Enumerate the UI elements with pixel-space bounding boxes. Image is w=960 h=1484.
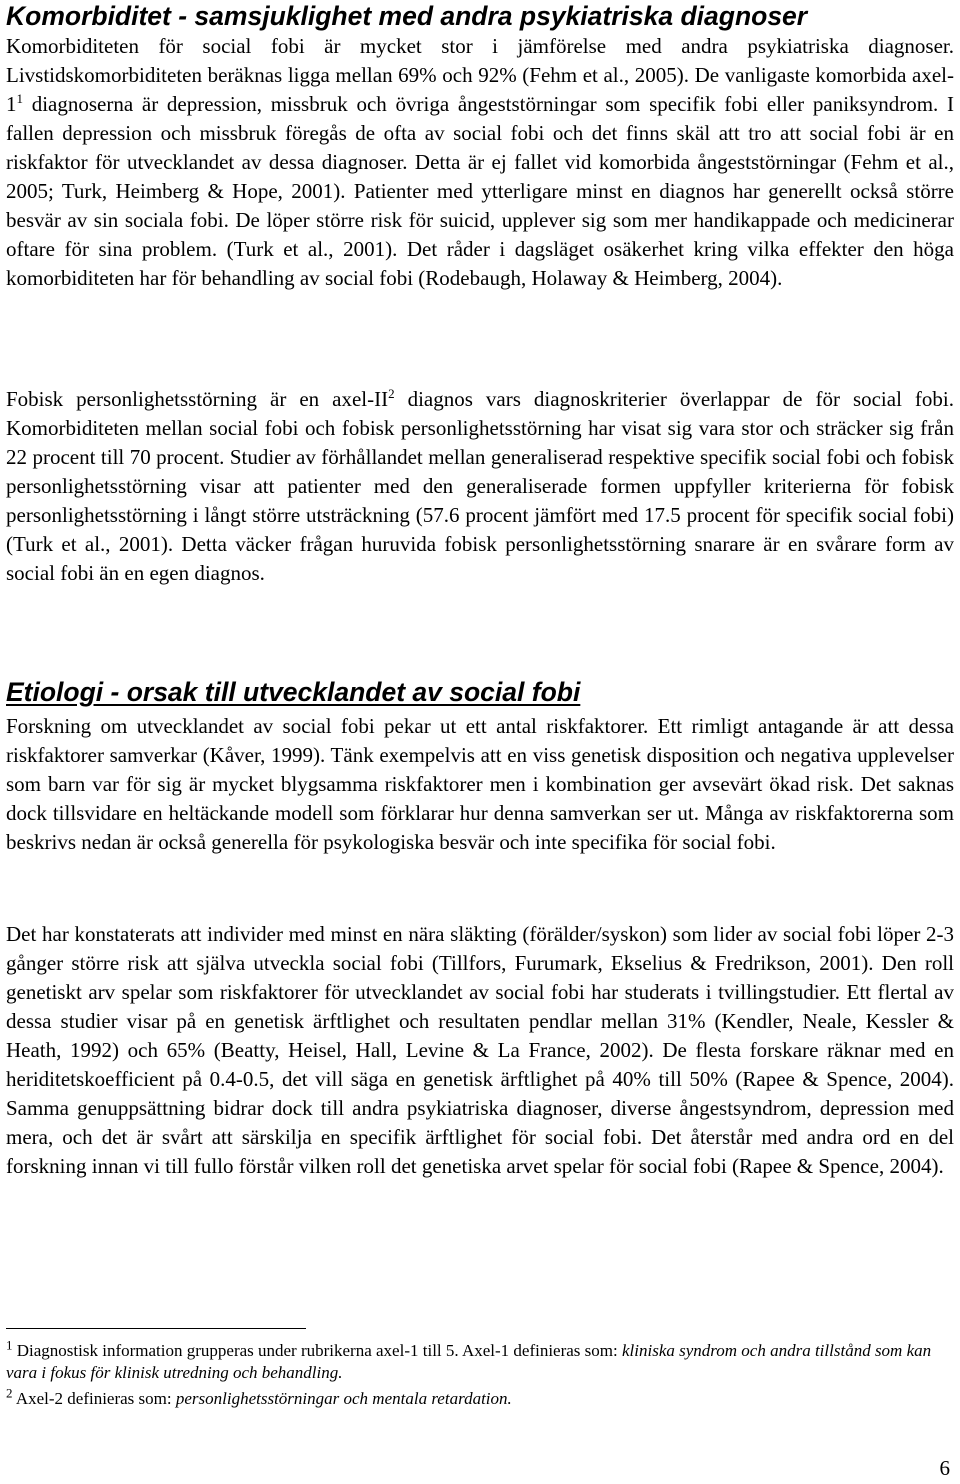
footnote-ref-1: 1 <box>16 91 23 106</box>
paragraph-komorbiditet-1 <box>6 32 954 293</box>
footnote-text: Diagnostisk information grupperas under rubrikerna axel-1 till 5. Axel-1 definieras som: <box>16 1341 622 1360</box>
footnote-separator <box>6 1328 306 1329</box>
footnote-italic-text: personlighetsstörningar och mentala retardation. <box>175 1389 512 1408</box>
footnote-1 <box>6 1337 954 1384</box>
footnote-number: 1 <box>6 1337 13 1353</box>
footnote-2 <box>6 1385 954 1410</box>
paragraph-etiologi-1: Forskning om utvecklandet av social fobi pekar ut ett antal riskfaktorer. Ett rimligt antagande är att dessa riskfaktorer samverkar (Kåver, 1999). Tänk exempelvis att en viss genetisk disposition och negativa upplevelser som barn var för sig är mycket blygsamma riskfaktorer men i kombination ger avsevärt ökad risk. Det saknas dock tillsvidare en heltäckande modell som förklarar hur denna samverkan ser ut. Många av riskfaktorerna som beskrivs nedan är också generella för psykologiska besvär och inte specifika för social fobi. <box>6 714 954 854</box>
paragraph-komorbiditet-2 <box>6 385 954 588</box>
section-heading-etiologi: Etiologi - orsak till utvecklandet av social fobi <box>6 677 581 707</box>
paragraph-text: Komorbiditeten för social fobi är mycket stor i jämförelse med andra psykiatriska diagnoser. Livstidskomorbiditeten beräknas ligga mellan 69% och 92% (Fehm et al., 2005). De vanligaste komorbida axel-1 <box>6 34 954 116</box>
section-heading-komorbiditet: Komorbiditet - samsjuklighet med andra psykiatriska diagnoser <box>6 1 808 31</box>
paragraph-text: Fobisk personlighetsstörning är en axel-II <box>6 387 389 411</box>
footnote-number: 2 <box>6 1385 13 1401</box>
paragraph-etiologi-2: Det har konstaterats att individer med minst en nära släkting (förälder/syskon) som lider av social fobi löper 2-3 gånger större risk att själva utveckla social fobi (Tillfors, Furumark, Ekselius & Fredrikson, 2001). Den roll genetiskt arv spelar som riskfaktorer för utvecklandet av social fobi har studerats i tvillingstudier. Ett flertal av dessa studier visar på en genetisk ärftlighet och resultaten pendlar mellan 31% (Kendler, Neale, Kessler & Heath, 1992) och 65% (Beatty, Heisel, Hall, Levine & La France, 2002). De flesta forskare räknar med en heriditetskoefficient på 0.4-0.5, det vill säga en genetisk ärftlighet på 40% till 50% (Rapee & Spence, 2004). Samma genuppsättning bidrar dock till andra psykiatriska diagnoser, diverse ångestsyndrom, depression med mera, och det är svårt att särskilja en specifik ärftlighet för social fobi. Det återstår med andra ord en del forskning innan vi till fullo förstår vilken roll det genetiska arvet spelar för social fobi (Rapee & Spence, 2004). <box>6 922 954 1178</box>
footnote-ref-2: 2 <box>388 386 395 401</box>
footnote-text: Axel-2 definieras som: <box>15 1389 176 1408</box>
page-number: 6 <box>939 1456 950 1480</box>
footnote-italic-text: kliniska syndrom och andra tillstånd som kan vara i fokus för klinisk utredning och behandling. <box>6 1341 932 1382</box>
paragraph-text: diagnoserna är depression, missbruk och övriga ångeststörningar som specifik fobi eller paniksyndrom. I fallen depression och missbruk föregås de ofta av social fobi och det finns skäl att tro att social fobi är en riskfaktor för utvecklandet av dessa diagnoser. Detta är ej fallet vid komorbida ångeststörningar (Fehm et al., 2005; Turk, Heimberg & Hope, 2001). Patienter med ytterligare minst en diagnos har generellt också större besvär av sin sociala fobi. De löper större risk för suicid, upplever sig som mer handikappade och medicinerar oftare för sina problem. (Turk et al., 2001). Det råder i dagsläget osäkerhet kring vilka effekter den höga komorbiditeten har för behandling av social fobi (Rodebaugh, Holaway & Heimberg, 2004). <box>6 92 954 290</box>
paragraph-text: diagnos vars diagnoskriterier överlappar de för social fobi. Komorbiditeten mellan social fobi och fobisk personlighetsstörning har visat sig vara stor och sträcker sig från 22 procent till 70 procent. Studier av förhållandet mellan generaliserad respektive specifik social fobi och fobisk personlighetsstörning visar att patienter med den generaliserade formen uppfyller kriterierna för fobisk personlighetsstörning i långt större utsträckning (57.6 procent jämfört med 17.5 procent för specifik social fobi) (Turk et al., 2001). Detta väcker frågan huruvida fobisk personlighetsstörning snarare är en svårare form av social fobi än en egen diagnos. <box>6 387 955 585</box>
